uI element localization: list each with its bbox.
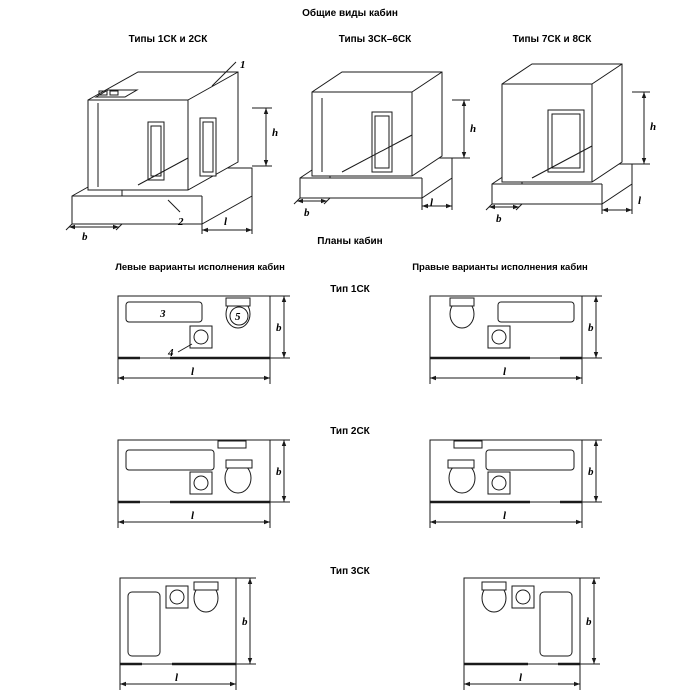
- iso-view-1: [66, 62, 272, 234]
- dim-l-view2: l: [430, 197, 434, 209]
- iso-view-2: [294, 72, 470, 210]
- dim-b-view2: b: [304, 207, 310, 219]
- plan-3sk-left: [120, 578, 256, 690]
- plan-type-1: Тип 1СК: [330, 284, 370, 295]
- dim-l-plan2-right: l: [503, 510, 507, 522]
- dim-l-view3: l: [638, 195, 642, 207]
- view-label-2: Типы 3СК–6СК: [338, 34, 412, 45]
- plan-type-2: Тип 2СК: [330, 426, 370, 437]
- dim-l-plan3-left: l: [175, 672, 179, 684]
- iso-view-3: [486, 64, 650, 214]
- dim-b-plan3-right: b: [586, 616, 592, 628]
- plan-2sk-right: [430, 440, 602, 528]
- dim-b-view1: b: [82, 231, 88, 243]
- dim-l-plan1-right: l: [503, 366, 507, 378]
- title-plans: Планы кабин: [317, 236, 383, 247]
- dim-b-plan1-left: b: [276, 322, 282, 334]
- dim-b-plan2-left: b: [276, 466, 282, 478]
- plan-2sk-left: [118, 440, 290, 528]
- variant-header-right: Правые варианты исполнения кабин: [412, 262, 588, 273]
- callout-1: 1: [240, 59, 246, 71]
- variant-header-left: Левые варианты исполнения кабин: [115, 262, 285, 273]
- dim-l-plan2-left: l: [191, 510, 195, 522]
- dim-b-plan2-right: b: [588, 466, 594, 478]
- callout-2: 2: [178, 216, 184, 228]
- plan-1sk-right: [430, 296, 602, 384]
- dim-l-plan3-right: l: [519, 672, 523, 684]
- callout-3: 3: [160, 308, 166, 320]
- dim-h-view3: h: [650, 121, 657, 133]
- dim-l-plan1-left: l: [191, 366, 195, 378]
- dim-b-plan1-right: b: [588, 322, 594, 334]
- dim-b-view3: b: [496, 213, 502, 225]
- callout-5: 5: [235, 311, 241, 323]
- plan-1sk-left: [118, 296, 290, 384]
- view-label-3: Типы 7СК и 8СК: [512, 34, 592, 45]
- dim-l-view1: l: [224, 216, 228, 228]
- dim-h-view1: h: [272, 127, 279, 139]
- dim-h-view2: h: [470, 123, 477, 135]
- plan-3sk-right: [464, 578, 600, 690]
- plan-type-3: Тип 3СК: [330, 566, 370, 577]
- callout-4: 4: [168, 347, 174, 359]
- title-general-views: Общие виды кабин: [302, 8, 398, 19]
- view-label-1: Типы 1СК и 2СК: [128, 34, 208, 45]
- dim-b-plan3-left: b: [242, 616, 248, 628]
